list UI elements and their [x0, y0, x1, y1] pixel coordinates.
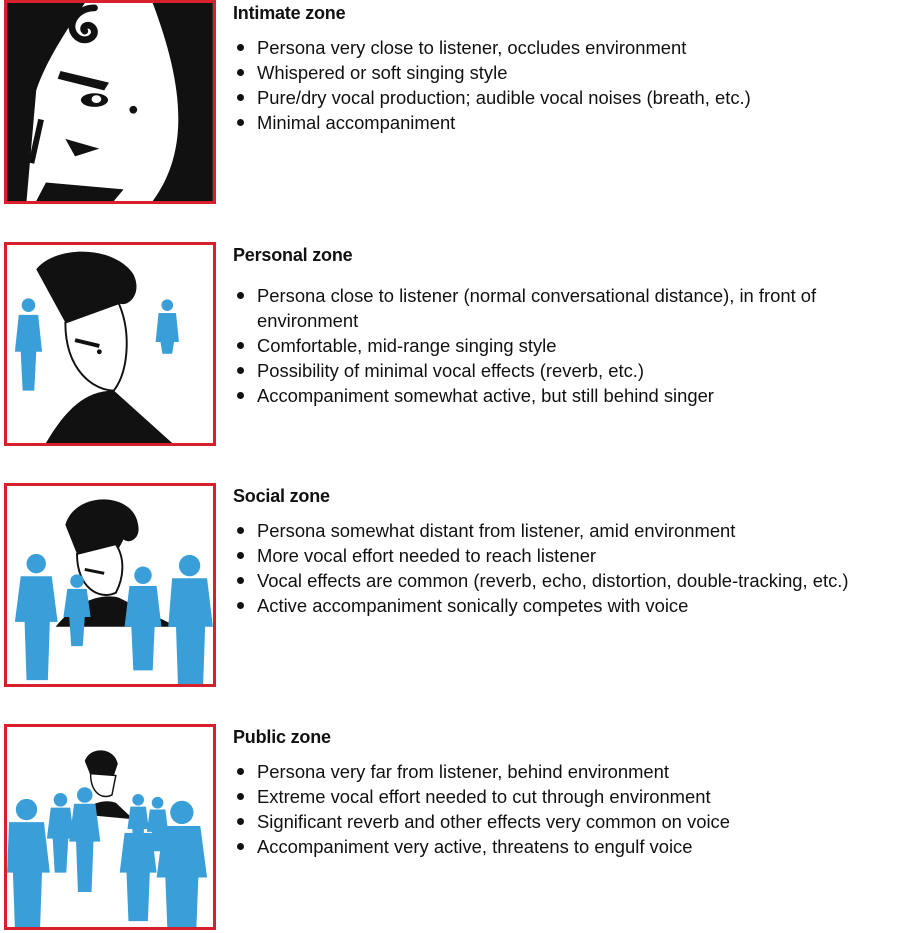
zone-bullet-list	[233, 518, 893, 618]
zone-bullet-list	[233, 283, 893, 408]
zone-bullet-list	[233, 35, 893, 135]
list-item: Minimal accompaniment	[233, 110, 893, 135]
list-item: Significant reverb and other effects very common on voice	[233, 809, 893, 834]
singer-amid-crowd	[7, 486, 213, 684]
singer-behind-crowd	[7, 727, 213, 927]
list-item: Whispered or soft singing style	[233, 60, 893, 85]
list-item: Vocal effects are common (reverb, echo, distortion, double-tracking, etc.)	[233, 568, 893, 593]
list-item: Extreme vocal effort needed to cut through environment	[233, 784, 893, 809]
singer-closeup-portrait	[7, 3, 213, 201]
singer-portrait-with-crowd	[7, 245, 213, 443]
list-item: Active accompaniment sonically competes with voice	[233, 593, 893, 618]
list-item: More vocal effort needed to reach listener	[233, 543, 893, 568]
zone-title: Social zone	[233, 486, 330, 506]
list-item: Persona very close to listener, occludes environment	[233, 35, 893, 60]
zone-bullet-list	[233, 759, 893, 859]
zone-title: Intimate zone	[233, 3, 346, 23]
list-item: Persona close to listener (normal conversational distance), in front of environment	[233, 283, 877, 333]
list-item: Persona very far from listener, behind environment	[233, 759, 893, 784]
public-illustration	[4, 724, 216, 930]
personal-illustration	[4, 242, 216, 446]
list-item: Accompaniment somewhat active, but still behind singer	[233, 383, 893, 408]
list-item: Possibility of minimal vocal effects (reverb, etc.)	[233, 358, 893, 383]
list-item: Persona somewhat distant from listener, amid environment	[233, 518, 893, 543]
list-item: Accompaniment very active, threatens to engulf voice	[233, 834, 893, 859]
list-item: Pure/dry vocal production; audible vocal noises (breath, etc.)	[233, 85, 893, 110]
zone-title: Public zone	[233, 727, 331, 747]
zone-title: Personal zone	[233, 245, 353, 265]
intimate-illustration	[4, 0, 216, 204]
social-illustration	[4, 483, 216, 687]
list-item: Comfortable, mid-range singing style	[233, 333, 893, 358]
